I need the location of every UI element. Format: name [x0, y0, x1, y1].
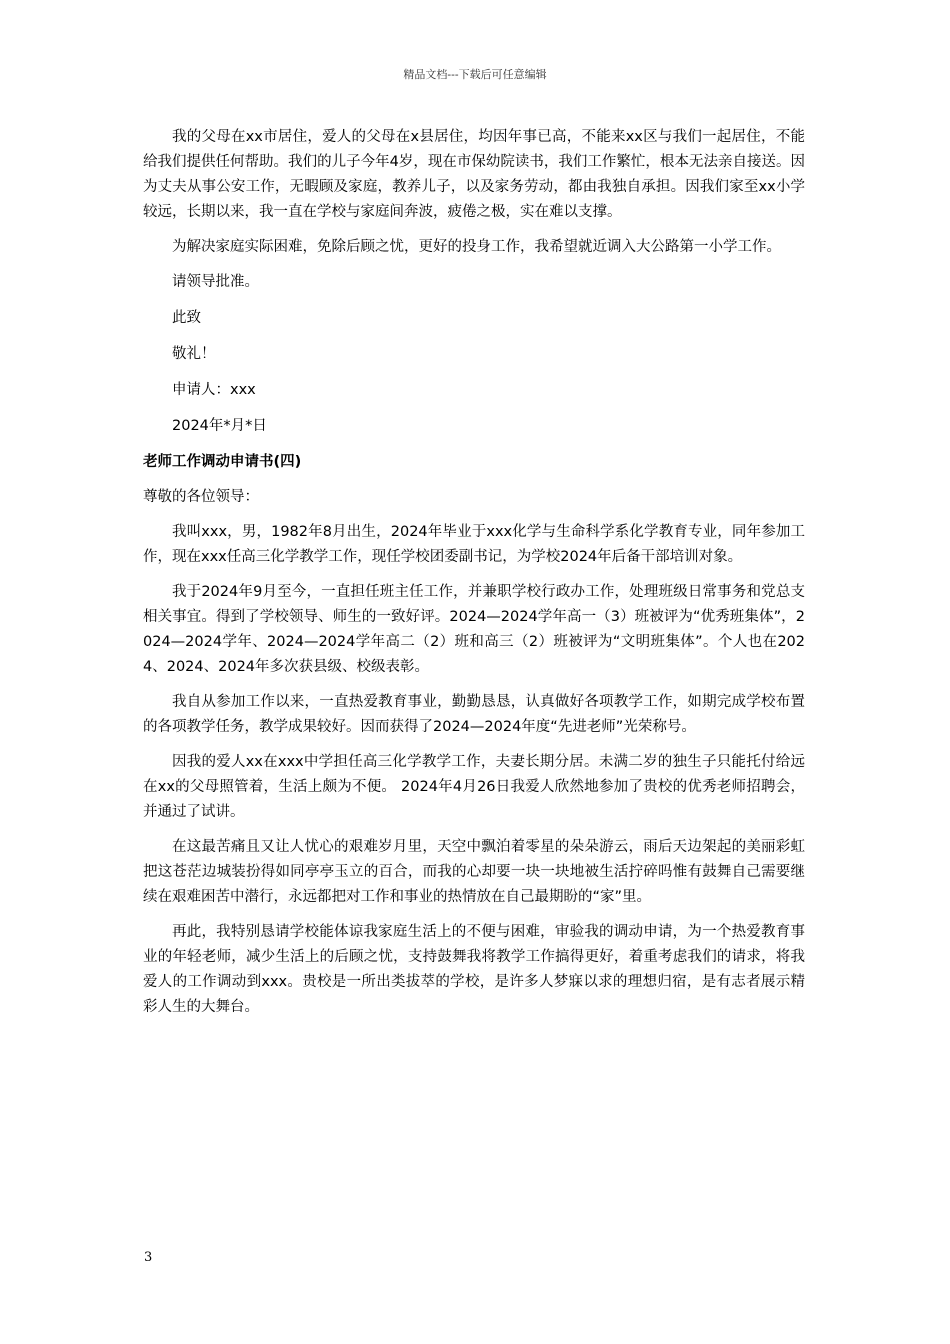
body-paragraph: 我的父母在xx市居住，爱人的父母在x县居住，均因年事已高，不能来xx区与我们一起居住，不能给我们提供任何帮助。我们的儿子今年4岁，现在市保幼院读书，我们工作繁忙，根本无法亲自接送。因为丈夫从事公安工作，无暇顾及家庭，教养儿子，以及家务劳动，都由我独自承担。因我们家至xx小学较远，长期以来，我一直在学校与家庭间奔波，疲倦之极，实在难以支撑。	[143, 129, 805, 220]
body-paragraph: 在这最苦痛且又让人忧心的艰难岁月里，天空中飘泊着零星的朵朵游云，雨后天边架起的美丽彩虹把这苍茫边城装扮得如同亭亭玉立的百合，而我的心却要一块一块地被生活拧碎吗惟有鼓舞自己需要继续在艰难困苦中潜行，永远都把对工作和事业的热情放在自己最期盼的“家”里。	[143, 839, 805, 905]
request-line: 请领导批准。	[172, 274, 259, 290]
section-title: 老师工作调动申请书(四)	[143, 454, 302, 470]
body-paragraph: 为解决家庭实际困难，免除后顾之忧，更好的投身工作，我希望就近调入大公路第一小学工作。	[172, 239, 781, 255]
body-paragraph: 因我的爱人xx在xxx中学担任高三化学教学工作，夫妻长期分居。未满二岁的独生子只能托付给远在xx的父母照管着，生活上颇为不便。 2024年4月26日我爱人欣然地参加了贵校的优秀老师招聘会，并通过了试讲。	[143, 754, 805, 820]
page-header: 精品文档---下载后可任意编辑	[403, 68, 547, 81]
page-number: 3	[144, 1250, 153, 1265]
body-paragraph: 我于2024年9月至今，一直担任班主任工作，并兼职学校行政办工作，处理班级日常事务和党总支相关事宜。得到了学校领导、师生的一致好评。2024—2024学年高一（3）班被评为“优秀班集体”，2024—2024学年、2024—2024学年高二（2）班和高三（2）班被评为“文明班集体”。个人也在2024、2024、2024年多次获县级、校级表彰。	[143, 584, 805, 675]
salute-line: 敬礼！	[172, 346, 216, 362]
applicant-line: 申请人：xxx	[172, 382, 256, 398]
date-line: 2024年*月*日	[172, 418, 267, 434]
greeting-line: 尊敬的各位领导：	[143, 489, 259, 505]
body-paragraph: 我叫xxx，男，1982年8月出生，2024年毕业于xxx化学与生命科学系化学教育专业，同年参加工作，现在xxx任高三化学教学工作，现任学校团委副书记，为学校2024年后备干部培训对象。	[143, 524, 805, 565]
body-paragraph: 我自从参加工作以来，一直热爱教育事业，勤勤恳恳，认真做好各项教学工作，如期完成学校布置的各项教学任务，教学成果较好。因而获得了2024—2024年度“先进老师”光荣称号。	[143, 694, 805, 735]
closing-line: 此致	[172, 310, 201, 326]
body-paragraph: 再此，我特别恳请学校能体谅我家庭生活上的不便与困难，审验我的调动申请，为一个热爱教育事业的年轻老师，减少生活上的后顾之忧，支持鼓舞我将教学工作搞得更好，着重考虑我们的请求，将我爱人的工作调动到xxx。贵校是一所出类拔萃的学校，是许多人梦寐以求的理想归宿，是有志者展示精彩人生的大舞台。	[143, 924, 805, 1015]
document-body	[143, 125, 805, 1030]
